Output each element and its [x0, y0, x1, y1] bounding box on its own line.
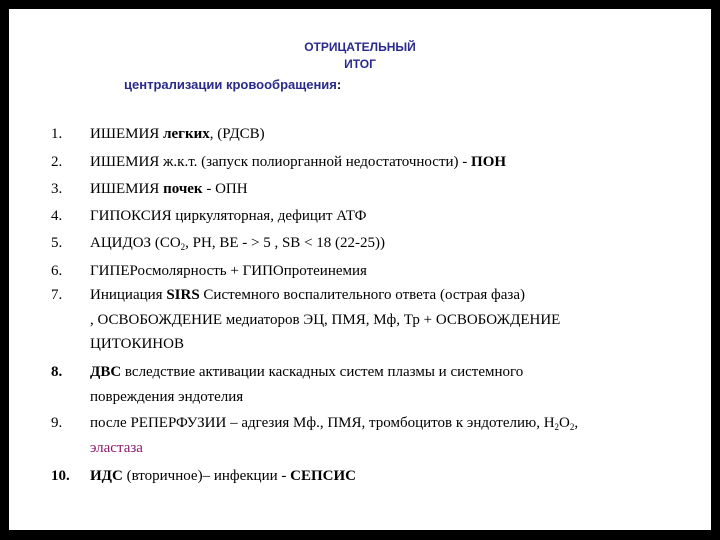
slide: [9, 9, 711, 530]
item-number: 4.: [51, 208, 63, 224]
item-text: АЦИДОЗ ($СО_2$, РН, ВЕ - > 5 , SВ < 18 (22-25)): [90, 235, 386, 252]
title-line-2: ИТОГ: [344, 57, 376, 71]
item-number: 6.: [51, 263, 63, 279]
item-text: ИДС (вторичное)– инфекции - СЕПСИС: [90, 468, 356, 484]
item-text: ГИПЕРосмолярность + ГИПОпротеинемия: [90, 263, 367, 279]
item-number: 9.: [51, 415, 63, 431]
item-number: 5.: [51, 235, 63, 251]
item-number: 8.: [51, 364, 63, 380]
item-number: 1.: [51, 126, 63, 142]
item-number: 2.: [51, 154, 63, 170]
item-text: ГИПОКСИЯ циркуляторная, дефицит АТФ: [90, 208, 367, 224]
title-line-1: ОТРИЦАТЕЛЬНЫЙ: [304, 40, 416, 54]
item-number: 10.: [51, 468, 70, 484]
item-text: ИШЕМИЯ легких, (РДСВ): [90, 126, 265, 142]
item-text: Инициация SIRS Системного воспалительного ответа (острая фаза): [90, 287, 525, 303]
item-text: повреждения эндотелия: [90, 389, 244, 405]
item-number: 3.: [51, 181, 63, 197]
title-line-3-text: централизации кровообращения: [124, 77, 337, 92]
item-text: , ОСВОБОЖДЕНИЕ медиаторов ЭЦ, ПМЯ, Мф, Тр + ОСВОБОЖДЕНИЕ: [90, 312, 561, 328]
item-text: ДВС вследствие активации каскадных систем плазмы и системного: [90, 364, 524, 380]
title-colon: :: [336, 77, 342, 92]
item-text: ИШЕМИЯ ж.к.т. (запуск полиорганной недостаточности) - ПОН: [90, 154, 507, 170]
item-text: ИШЕМИЯ почек - ОПН: [90, 181, 248, 197]
item-text: ЦИТОКИНОВ: [90, 336, 184, 352]
item-text: после РЕПЕРФУЗИИ – адгезия Мф., ПМЯ, тромбоцитов к эндотелию, $Н_2О_2$,: [90, 415, 579, 432]
item-number: 7.: [51, 287, 63, 303]
title-line-3: [124, 77, 341, 92]
item-text: эластаза: [90, 440, 143, 456]
